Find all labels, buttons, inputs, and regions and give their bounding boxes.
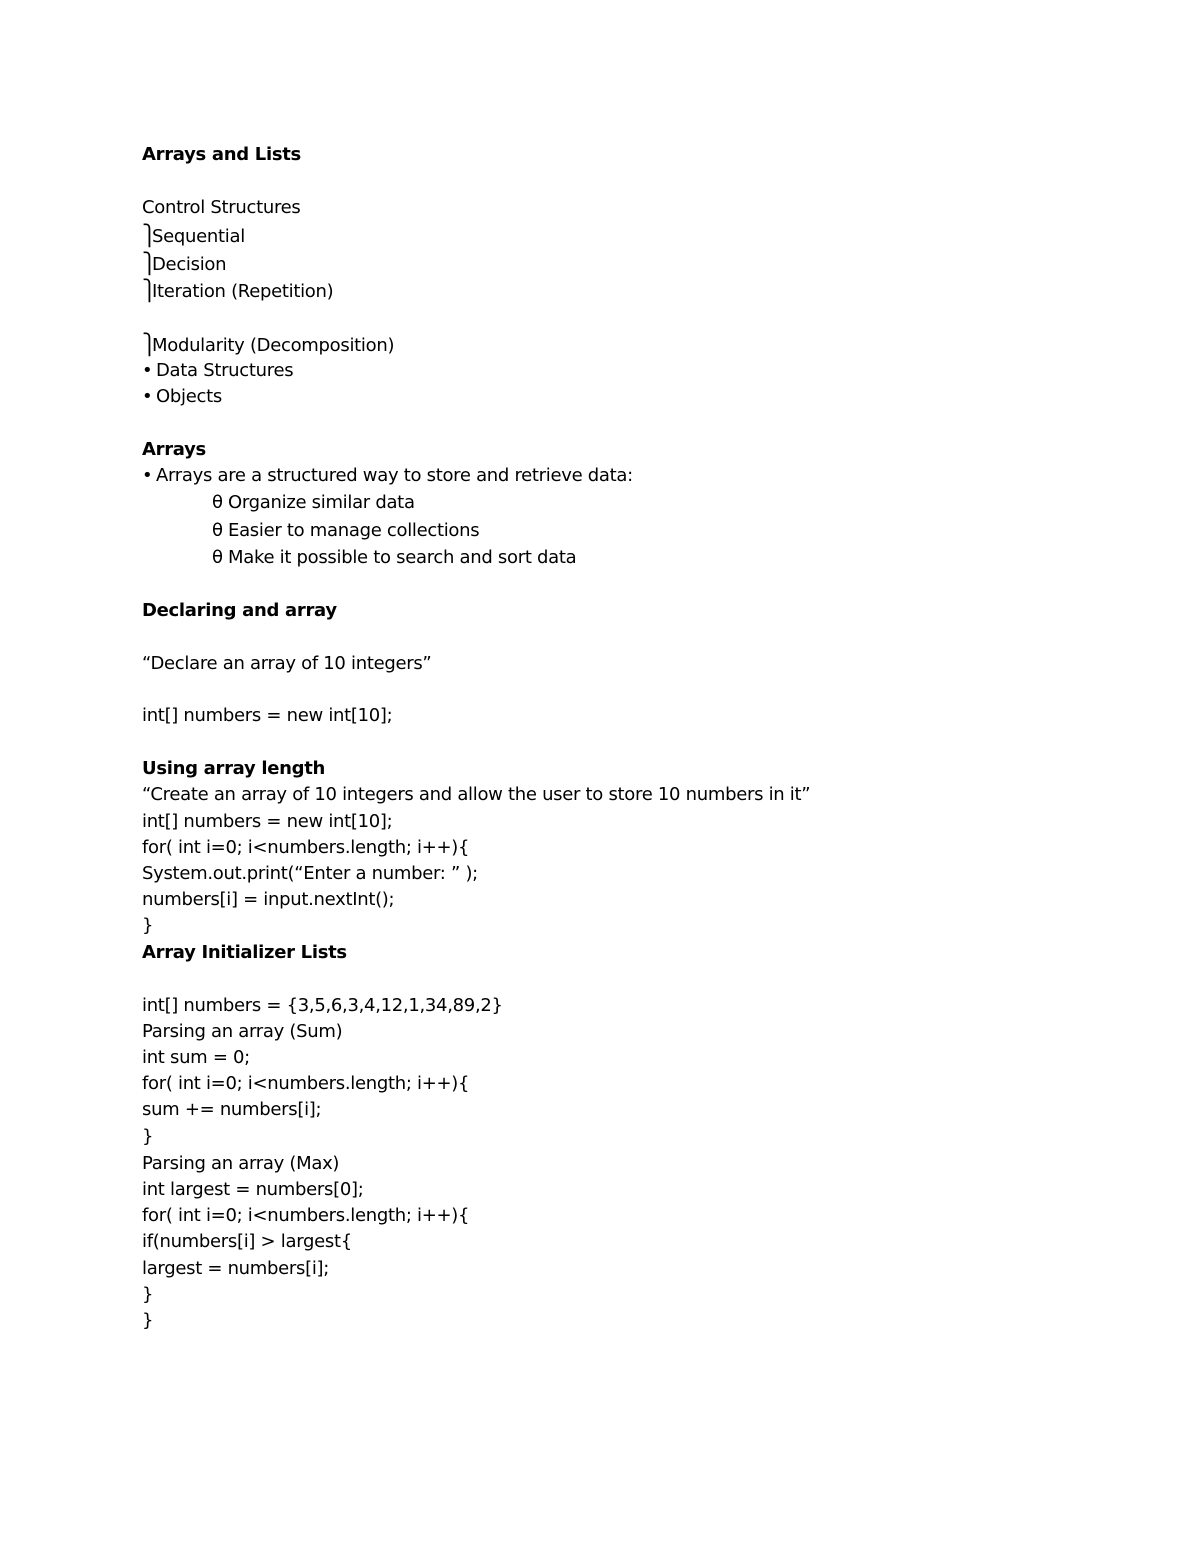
bracket-icon: ⎫ — [142, 223, 157, 247]
code-line: int[] numbers = new int[10]; — [142, 705, 393, 726]
code-line: } — [142, 1126, 154, 1147]
bracket-icon: ⎫ — [142, 278, 157, 302]
declaring-heading: Declaring and array — [142, 600, 337, 621]
code-line: int sum = 0; — [142, 1047, 250, 1068]
list-item — [142, 252, 226, 276]
list-item — [142, 333, 394, 357]
list-item — [142, 360, 293, 382]
arrays-bullet-text: Arrays are a structured way to store and retrieve data: — [156, 465, 633, 486]
list-item — [212, 547, 576, 569]
list-item-label: Decision — [152, 254, 227, 275]
code-line: int largest = numbers[0]; — [142, 1179, 364, 1200]
max-heading: Parsing an array (Max) — [142, 1153, 340, 1174]
bracket-icon: ⎫ — [142, 251, 157, 275]
doc-title: Arrays and Lists — [142, 144, 301, 165]
code-line: } — [142, 1310, 154, 1331]
bracket-icon: ⎫ — [142, 332, 157, 356]
list-item-label: Easier to manage collections — [228, 520, 480, 541]
sum-heading: Parsing an array (Sum) — [142, 1021, 343, 1042]
list-item-label: Sequential — [152, 226, 245, 247]
code-line: for( int i=0; i<numbers.length; i++){ — [142, 1073, 470, 1094]
theta-icon: θ — [212, 547, 223, 568]
bullet-icon: • — [142, 360, 153, 381]
code-line: int[] numbers = {3,5,6,3,4,12,1,34,89,2} — [142, 995, 503, 1016]
code-line: int[] numbers = new int[10]; — [142, 811, 393, 832]
list-item-label: Make it possible to search and sort data — [228, 547, 577, 568]
code-line: System.out.print(“Enter a number: ” ); — [142, 863, 478, 884]
length-heading: Using array length — [142, 758, 326, 779]
length-quote: “Create an array of 10 integers and allow the user to store 10 numbers in it” — [142, 784, 811, 805]
theta-icon: θ — [212, 520, 223, 541]
list-item — [142, 386, 222, 408]
initializer-heading: Array Initializer Lists — [142, 942, 347, 963]
list-item — [142, 279, 333, 303]
modularity-label: Modularity (Decomposition) — [152, 335, 395, 356]
declare-quote: “Declare an array of 10 integers” — [142, 653, 432, 674]
bullet-icon: • — [142, 465, 153, 486]
list-item-label: Organize similar data — [228, 492, 415, 513]
theta-icon: θ — [212, 492, 223, 513]
control-structures-heading: Control Structures — [142, 197, 301, 218]
code-line: numbers[i] = input.nextInt(); — [142, 889, 395, 910]
list-item — [142, 465, 633, 487]
list-item — [212, 520, 479, 542]
code-line: for( int i=0; i<numbers.length; i++){ — [142, 837, 470, 858]
list-item — [212, 492, 415, 514]
arrays-heading: Arrays — [142, 439, 206, 460]
list-item — [142, 224, 245, 248]
bullet-icon: • — [142, 386, 153, 407]
list-item-label: Data Structures — [156, 360, 294, 381]
code-line: largest = numbers[i]; — [142, 1258, 330, 1279]
code-line: sum += numbers[i]; — [142, 1099, 322, 1120]
list-item-label: Iteration (Repetition) — [152, 281, 334, 302]
code-line: for( int i=0; i<numbers.length; i++){ — [142, 1205, 470, 1226]
code-line: } — [142, 1284, 154, 1305]
list-item-label: Objects — [156, 386, 222, 407]
code-line: if(numbers[i] > largest{ — [142, 1231, 352, 1252]
code-line: } — [142, 915, 154, 936]
